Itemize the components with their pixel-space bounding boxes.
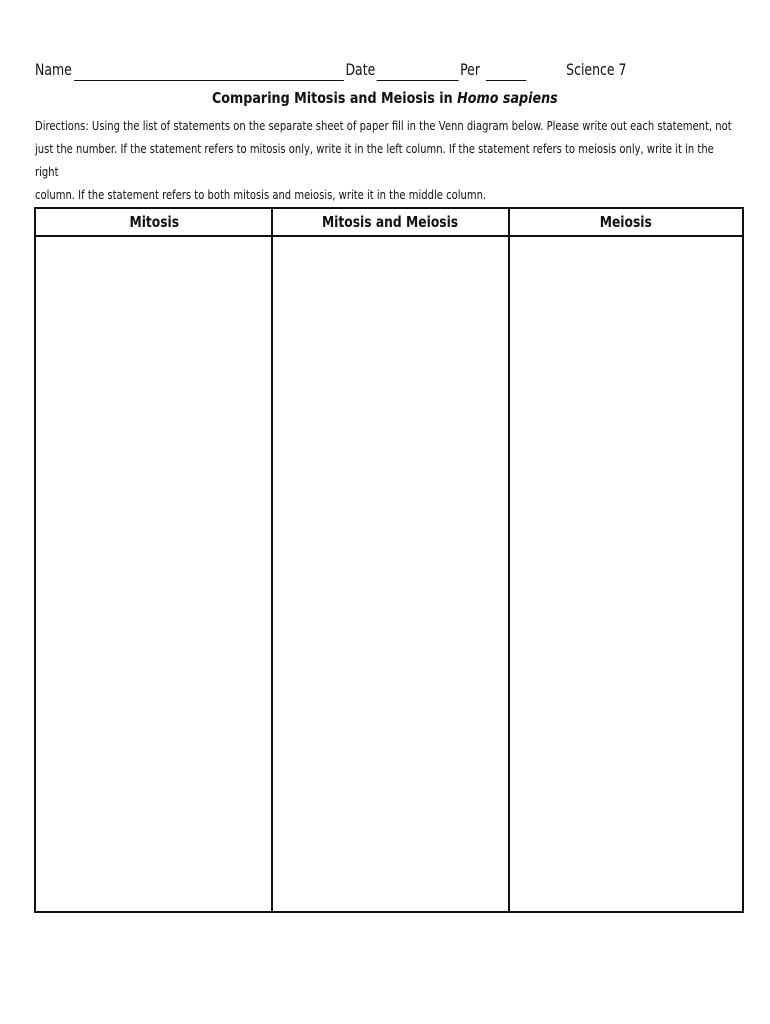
class-label: Science 7 bbox=[566, 60, 627, 79]
student-info-row bbox=[35, 60, 627, 84]
comparison-table bbox=[34, 207, 744, 913]
meiosis-answer-area[interactable] bbox=[510, 237, 742, 911]
date-label: Date bbox=[345, 60, 376, 79]
column-header-both: Mitosis and Meiosis bbox=[322, 213, 459, 231]
worksheet-title bbox=[0, 89, 770, 107]
title-italic: Homo sapiens bbox=[457, 89, 558, 107]
column-header-mitosis: Mitosis bbox=[129, 213, 179, 231]
name-label: Name bbox=[35, 60, 72, 79]
period-label: Per bbox=[460, 60, 480, 79]
date-blank[interactable] bbox=[377, 80, 459, 81]
period-blank[interactable] bbox=[486, 80, 527, 81]
both-answer-area[interactable] bbox=[273, 237, 508, 911]
column-header-meiosis: Meiosis bbox=[599, 213, 652, 231]
directions-text bbox=[35, 114, 739, 206]
directions-line: Directions: Using the list of statements on the separate sheet of paper fill in the Venn diagram below. Please write out each statement, not bbox=[35, 118, 732, 133]
directions-line: column. If the statement refers to both mitosis and meiosis, write it in the middle column. bbox=[35, 187, 487, 202]
name-blank[interactable] bbox=[74, 80, 344, 81]
mitosis-answer-area[interactable] bbox=[36, 237, 271, 911]
title-main: Comparing Mitosis and Meiosis in bbox=[212, 89, 458, 107]
directions-line: just the number. If the statement refers to mitosis only, write it in the left column. If the statement refers to meiosis only, write it in the right bbox=[35, 141, 714, 179]
